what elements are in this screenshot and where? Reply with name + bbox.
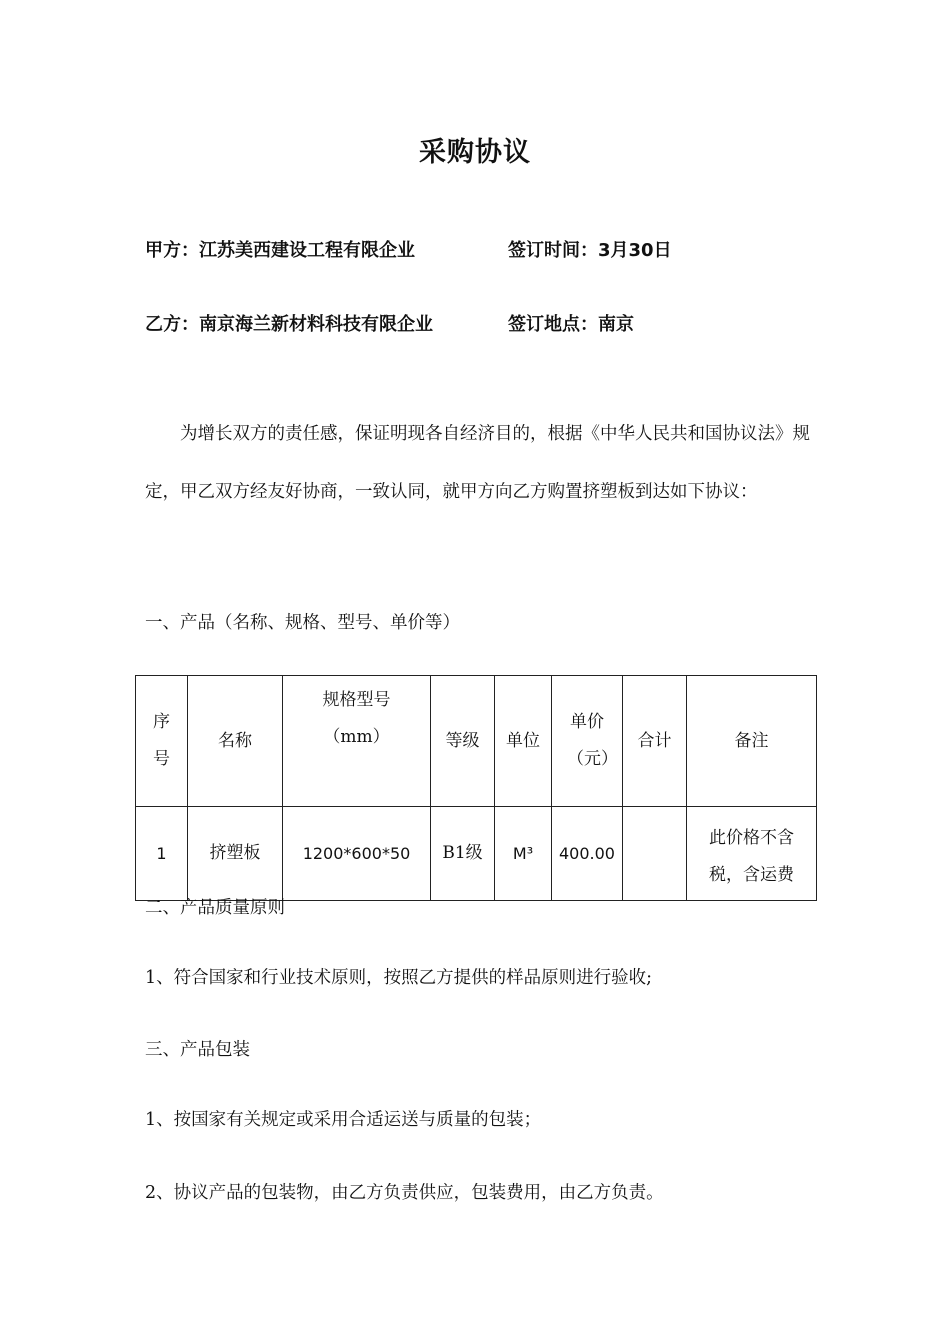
header-seq: 序号 (136, 676, 188, 807)
cell-total (623, 807, 687, 901)
section-3-item-2: 2、协议产品的包装物，由乙方负责供应，包装费用，由乙方负责。 (145, 1183, 664, 1203)
cell-grade: B1级 (431, 807, 495, 901)
cell-seq: 1 (136, 807, 188, 901)
header-note: 备注 (687, 676, 817, 807)
header-unit: 单位 (495, 676, 552, 807)
sign-place: 签订地点：南京 (508, 314, 634, 335)
party-a: 甲方：江苏美西建设工程有限企业 (145, 240, 415, 261)
cell-price: 400.00 (552, 807, 623, 901)
header-grade: 等级 (431, 676, 495, 807)
header-price: 单价（元） (552, 676, 623, 807)
party-b: 乙方：南京海兰新材料科技有限企业 (145, 314, 433, 335)
cell-unit: M³ (495, 807, 552, 901)
product-table (135, 675, 817, 901)
section-3-item-1: 1、按国家有关规定或采用合适运送与质量的包装； (145, 1110, 542, 1130)
intro-text: 为增长双方的责任感，保证明现各自经济目的，根据《中华人民共和国协议法》规定，甲乙双方经友好协商，一致认同，就甲方向乙方购置挤塑板到达如下协议： (145, 424, 810, 502)
section-1-heading: 一、产品（名称、规格、型号、单价等） (145, 613, 460, 633)
table-row (136, 807, 817, 901)
table-header-row (136, 676, 817, 807)
section-2-item-1: 1、符合国家和行业技术原则，按照乙方提供的样品原则进行验收; (145, 968, 653, 988)
document-title: 采购协议 (419, 137, 531, 168)
header-total: 合计 (623, 676, 687, 807)
cell-spec: 1200*600*50 (283, 807, 431, 901)
section-2-heading: 二、产品质量原则 (145, 898, 285, 918)
header-spec: 规格型号（mm） (283, 676, 431, 807)
cell-note: 此价格不含税，含运费 (687, 807, 817, 901)
header-name: 名称 (188, 676, 283, 807)
intro-paragraph (145, 405, 815, 521)
cell-name: 挤塑板 (188, 807, 283, 901)
section-3-heading: 三、产品包装 (145, 1040, 250, 1060)
sign-time: 签订时间：3月30日 (508, 240, 672, 261)
